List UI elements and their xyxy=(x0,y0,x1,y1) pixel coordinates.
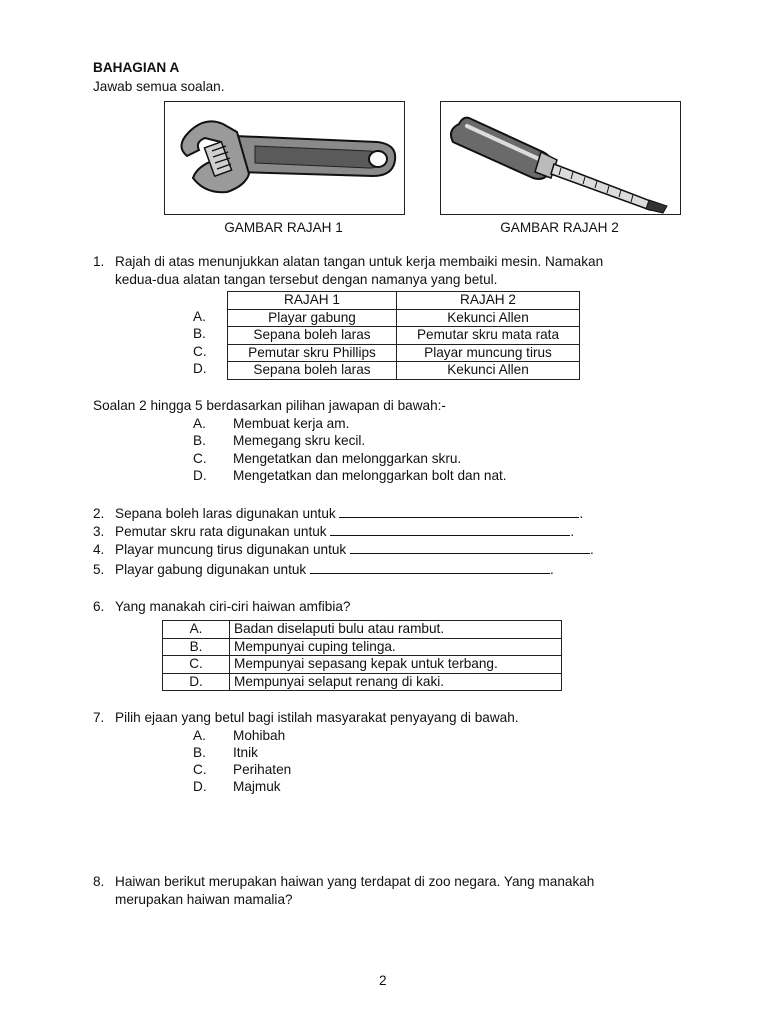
option-letter: A. xyxy=(163,621,230,639)
question-number: 7. xyxy=(93,710,105,725)
table-cell: Pemutar skru Phillips xyxy=(228,344,397,362)
list-item xyxy=(193,762,291,777)
option-text: Itnik xyxy=(233,745,258,760)
table-cell: Kekunci Allen xyxy=(397,309,580,327)
question-text: Haiwan berikut merupakan haiwan yang terdapat di zoo negara. Yang manakah xyxy=(115,874,595,889)
question-text: Playar muncung tirus digunakan untuk xyxy=(115,542,347,557)
option-letter: B. xyxy=(193,745,206,760)
question-1 xyxy=(93,254,603,269)
answer-blank[interactable] xyxy=(330,523,570,536)
option-letter: C. xyxy=(193,762,207,777)
table-header-row xyxy=(228,292,580,310)
answer-blank[interactable] xyxy=(310,561,550,574)
option-letter: B. xyxy=(193,433,206,448)
list-item xyxy=(193,433,365,448)
figure-2-box xyxy=(440,101,681,215)
question-number: 6. xyxy=(93,599,105,614)
figure-1-box xyxy=(164,101,405,215)
question-1-line-2: kedua-dua alatan tangan tersebut dengan namanya yang betul. xyxy=(115,272,498,287)
question-number: 8. xyxy=(93,874,105,889)
table-row xyxy=(163,673,562,691)
option-text: Mempunyai cuping telinga. xyxy=(230,638,562,656)
table-row xyxy=(163,656,562,674)
option-letter: D. xyxy=(163,673,230,691)
q6-options-table xyxy=(162,620,562,691)
option-letter: A. xyxy=(193,416,206,431)
option-text: Memegang skru kecil. xyxy=(233,433,366,448)
option-letter: D. xyxy=(193,468,207,483)
table-row xyxy=(228,344,580,362)
question-number: 3. xyxy=(93,524,105,539)
table-row xyxy=(228,309,580,327)
question-number: 5. xyxy=(93,562,105,577)
option-letter: B. xyxy=(163,638,230,656)
question-6 xyxy=(93,599,350,614)
list-item xyxy=(193,468,507,483)
question-number: 2. xyxy=(93,506,105,521)
column-header: RAJAH 2 xyxy=(397,292,580,310)
answer-blank[interactable] xyxy=(350,541,590,554)
question-5: 5. Playar gabung digunakan untuk . xyxy=(93,562,554,577)
table-cell: Playar muncung tirus xyxy=(397,344,580,362)
question-number: 1. xyxy=(93,254,105,269)
page-number: 2 xyxy=(379,973,387,988)
list-item xyxy=(193,745,258,760)
list-item xyxy=(193,451,461,466)
question-8-line-2: merupakan haiwan mamalia? xyxy=(115,892,293,907)
shared-options-intro: Soalan 2 hingga 5 berdasarkan pilihan jawapan di bawah:- xyxy=(93,398,446,413)
option-text: Mempunyai selaput renang di kaki. xyxy=(230,673,562,691)
question-text: Playar gabung digunakan untuk xyxy=(115,562,307,577)
figure-2-caption: GAMBAR RAJAH 2 xyxy=(500,220,619,235)
list-item xyxy=(193,416,349,431)
option-letter: C. xyxy=(163,656,230,674)
table-row xyxy=(163,621,562,639)
option-text: Mempunyai sepasang kepak untuk terbang. xyxy=(230,656,562,674)
question-2: 2. Sepana boleh laras digunakan untuk . xyxy=(93,506,584,521)
question-text: Pemutar skru rata digunakan untuk xyxy=(115,524,327,539)
q1-options-table xyxy=(227,291,580,380)
table-row xyxy=(163,638,562,656)
question-7 xyxy=(93,710,519,725)
option-letter: D. xyxy=(193,779,207,794)
question-text: Pilih ejaan yang betul bagi istilah masyarakat penyayang di bawah. xyxy=(115,710,519,725)
question-text: Sepana boleh laras digunakan untuk xyxy=(115,506,336,521)
list-item xyxy=(193,779,281,794)
option-text: Perihaten xyxy=(233,762,292,777)
option-letter: C. xyxy=(193,344,207,359)
option-text: Majmuk xyxy=(233,779,281,794)
option-text: Mohibah xyxy=(233,728,286,743)
option-letter: B. xyxy=(193,326,206,341)
option-text: Membuat kerja am. xyxy=(233,416,350,431)
question-text: Yang manakah ciri-ciri haiwan amfibia? xyxy=(115,599,351,614)
option-letter: A. xyxy=(193,728,206,743)
question-4: 4. Playar muncung tirus digunakan untuk . xyxy=(93,542,594,557)
question-8 xyxy=(93,874,594,889)
figure-1-caption: GAMBAR RAJAH 1 xyxy=(224,220,343,235)
table-row xyxy=(228,327,580,345)
table-cell: Sepana boleh laras xyxy=(228,362,397,380)
answer-blank[interactable] xyxy=(339,505,579,518)
table-row xyxy=(228,362,580,380)
option-text: Badan diselaputi bulu atau rambut. xyxy=(230,621,562,639)
table-cell: Sepana boleh laras xyxy=(228,327,397,345)
adjustable-wrench-icon xyxy=(165,102,404,214)
option-text: Mengetatkan dan melonggarkan skru. xyxy=(233,451,462,466)
question-text: Rajah di atas menunjukkan alatan tangan untuk kerja membaiki mesin. Namakan xyxy=(115,254,604,269)
instruction-text: Jawab semua soalan. xyxy=(93,79,225,94)
table-cell: Pemutar skru mata rata xyxy=(397,327,580,345)
option-text: Mengetatkan dan melonggarkan bolt dan nat. xyxy=(233,468,507,483)
list-item xyxy=(193,728,285,743)
section-heading: BAHAGIAN A xyxy=(93,60,180,75)
column-header: RAJAH 1 xyxy=(228,292,397,310)
table-cell: Kekunci Allen xyxy=(397,362,580,380)
flathead-screwdriver-icon xyxy=(441,102,680,214)
option-letter: A. xyxy=(193,309,206,324)
question-3: 3. Pemutar skru rata digunakan untuk . xyxy=(93,524,575,539)
option-letter: C. xyxy=(193,451,207,466)
question-number: 4. xyxy=(93,542,105,557)
option-letter: D. xyxy=(193,361,207,376)
table-cell: Playar gabung xyxy=(228,309,397,327)
